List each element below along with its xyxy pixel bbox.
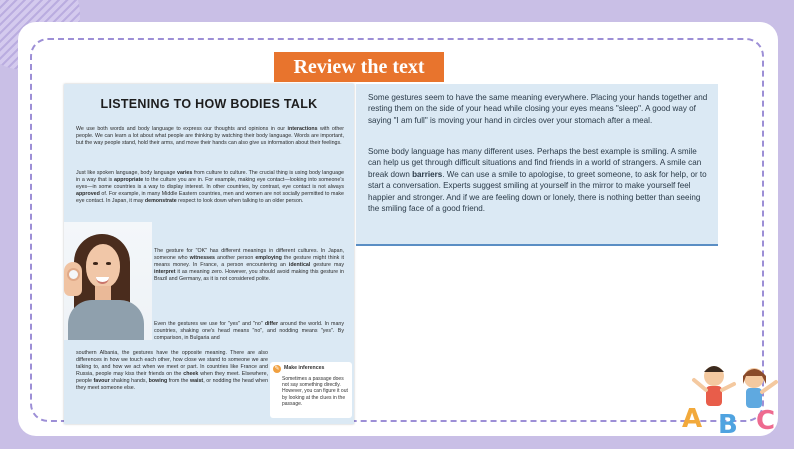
kids-abc-illustration: [680, 358, 790, 444]
note-title: Make inferences: [284, 365, 325, 371]
vocabulary-word: waist: [189, 378, 204, 385]
vocabulary-word: demonstrate: [144, 198, 177, 205]
text-run: Just like spoken language, body language: [76, 170, 177, 176]
text-run: the gesture might think it means money. In France, a person encountering an: [154, 255, 345, 269]
woman-ok-gesture-photo: [64, 222, 152, 340]
text-run: gesture may: [310, 262, 344, 269]
vocabulary-word: appropriate: [114, 177, 144, 184]
note-text: Sometimes a passage does not say something directly. However, you can figure it out by looking at the clues in the passage.: [282, 376, 348, 407]
text-run: when they meet. Elsewhere, people: [76, 371, 268, 385]
vocabulary-word: favour: [93, 378, 110, 385]
make-inferences-note: [270, 362, 352, 418]
vocabulary-word: differ: [264, 321, 279, 327]
article-heading: LISTENING TO HOW BODIES TALK: [100, 97, 318, 111]
paragraph-4-cont: [76, 350, 268, 393]
vocabulary-word: witnesses: [189, 255, 215, 262]
text-run: of. For example, in many Middle Eastern countries, men and women are not socially permitted to make eye contact. In Japan, it may: [76, 191, 344, 205]
paragraph-1: [76, 126, 344, 147]
paragraph-4-start: [154, 321, 344, 342]
text-run: . We can use a smile to apologise, to greet someone, to ask for help, or to start a conversation. Experts suggest smiling at yourself in the mirror to make yourself feel happier and stronger. And if we are feeling down or lonely, there is nothing better than seeing the smiling face of a good friend.: [368, 169, 707, 214]
textbook-page-left: [64, 84, 354, 424]
textbook-page-right: [356, 84, 718, 246]
text-run: Some gestures seem to have the same meaning everywhere. Placing your hands together and resting them on the side of your head while closing your eyes means "sleep". A good way of saying "I am full" is moving your hand in circles over your stomach after a meal.: [368, 93, 708, 125]
vocabulary-word: barriers: [412, 169, 443, 179]
right-paragraph-1: [368, 92, 708, 126]
text-run: We use both words and body language to express our thoughts and opinions in our: [76, 126, 288, 132]
text-run: shaking hands,: [109, 378, 149, 385]
text-run: Some body language has many different uses. Perhaps the best example is smiling. A smile can help us get through difficult situations and find friends in a world of strangers. A smile can break down: [368, 147, 702, 179]
pencil-icon: ✎: [274, 366, 280, 372]
vocabulary-word: approved: [76, 191, 100, 198]
text-run: with other people. We can learn a lot about what people are thinking by watching their body language. Words are important, but the way people stand, hold their arms, and move their hands can also give us information about their feelings.: [76, 126, 344, 147]
vocabulary-word: bowing: [148, 378, 168, 385]
vocabulary-word: interpret: [154, 269, 176, 276]
text-run: respect to look down when talking to an older person.: [176, 198, 304, 205]
vocabulary-word: employing: [255, 255, 282, 262]
letter-a: A: [682, 404, 703, 434]
text-run: from the: [167, 378, 190, 385]
text-run: The gesture for "OK" has different meanings in different cultures. In Japan, someone who: [154, 248, 344, 262]
text-run: from culture to culture. The crucial thing is using body language in a way that is: [76, 170, 344, 184]
vocabulary-word: varies: [177, 170, 193, 176]
text-run: it as meaning zero. However, you should avoid making this gesture in Brazil and Germany, as it is not considered polite.: [154, 269, 344, 283]
vocabulary-word: cheek: [183, 371, 199, 378]
text-run: southern Albania, the gestures have the opposite meaning. There are also differences in how we touch each other, how close we stand to someone we are talking to, and how we act when we meet or part. In countries like France and Russia, people may kiss their friends on the: [76, 350, 268, 378]
letter-b: B: [718, 410, 738, 440]
paragraph-3: [154, 248, 344, 283]
paragraph-2: [76, 170, 344, 205]
right-paragraph-2: [368, 146, 708, 214]
text-run: , or nodding the head when they meet someone else.: [76, 378, 269, 392]
text-run: Even the gestures we use for "yes" and "no": [154, 321, 265, 327]
text-run: to the culture you are in. For example, making eye contact—looking into someone's eyes—in some countries is a way to display interest. In other countries, by contrast, eye contact is not always: [76, 177, 344, 191]
letter-c: C: [756, 406, 776, 436]
text-run: another person: [214, 255, 256, 262]
vocabulary-word: interactions: [287, 126, 318, 132]
slide-title: Review the text: [274, 52, 444, 82]
vocabulary-word: identical: [288, 262, 311, 269]
text-run: around the world. In many countries, shaking one's head means "no", and nodding means "yes". By comparison, in Bulgaria and: [154, 321, 345, 342]
